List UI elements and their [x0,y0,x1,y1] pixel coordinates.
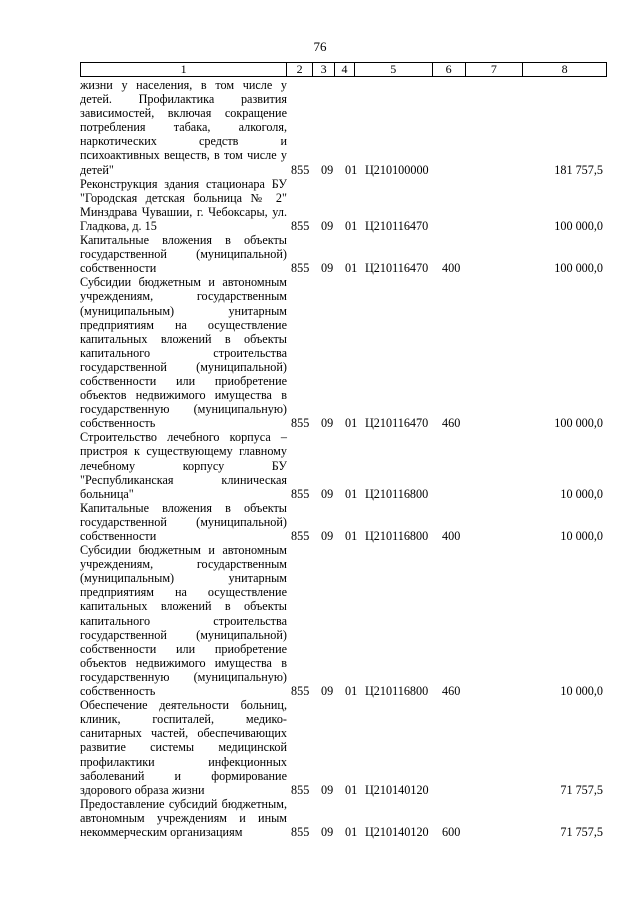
row-codes [291,529,607,543]
code-target-article: Ц210116800 [365,529,429,543]
code-expense-type: 460 [442,684,461,699]
row-codes [291,487,607,501]
header-col-4: 4 [335,63,355,76]
row-codes [291,684,607,698]
row-description: Субсидии бюджетным и автономным учреждениям, государственным (муниципальным) унитарным предприятиям на осуществление капитальных вложений в объекты капитального строительства государственной (муниципальной) собственности или приобретение объектов недвижимого имущества в государственную (муниципальную) собственность [80,543,287,699]
code-target-article: Ц210116470 [365,416,429,431]
code-grbs: 855 [291,261,310,276]
row-amount: 71 757,5 [560,824,603,839]
row-description: Строительство лечебного корпуса – пристроя к существующему главному лечебному корпусу БУ "Республиканская клиническая больница" [80,430,287,501]
code-section: 09 [321,162,334,177]
code-subsection: 01 [345,162,358,177]
table-body [80,78,607,839]
code-subsection: 01 [345,529,358,543]
code-grbs: 855 [291,218,310,233]
code-grbs: 855 [291,416,310,431]
row-codes [291,783,607,797]
row-codes [291,825,607,839]
code-section: 09 [321,529,334,543]
code-section: 09 [321,782,334,797]
row-description: Капитальные вложения в объекты государственной (муниципальной) собственности [80,233,287,276]
code-subsection: 01 [345,218,358,233]
code-grbs: 855 [291,824,310,839]
code-expense-type: 400 [442,529,461,543]
code-target-article: Ц210140120 [365,782,429,797]
code-subsection: 01 [345,261,358,276]
row-amount: 181 757,5 [554,162,603,177]
code-grbs: 855 [291,684,310,699]
code-target-article: Ц210116470 [365,218,429,233]
page-number: 76 [313,39,327,54]
code-grbs: 855 [291,782,310,797]
row-amount: 100 000,0 [554,416,603,431]
row-amount: 10 000,0 [560,486,603,501]
code-subsection: 01 [345,486,358,501]
row-amount: 71 757,5 [560,782,603,797]
code-section: 09 [321,218,334,233]
code-subsection: 01 [345,684,358,699]
header-col-2: 2 [287,63,313,76]
code-subsection: 01 [345,416,358,431]
header-col-7: 7 [466,63,524,76]
code-expense-type: 600 [442,824,461,839]
code-section: 09 [321,486,334,501]
code-grbs: 855 [291,162,310,177]
table-row [80,233,607,275]
code-subsection: 01 [345,782,358,797]
row-amount: 100 000,0 [554,261,603,276]
row-codes [291,416,607,430]
row-description: Обеспечение деятельности больниц, клиник, госпиталей, медико-санитарных частей, обеспечивающих развитие системы медицинской профилактики инфекционных заболеваний и формирование здорового образа жизни [80,698,287,797]
header-col-3: 3 [313,63,335,76]
code-section: 09 [321,684,334,699]
code-subsection: 01 [345,824,358,839]
table-row [80,275,607,430]
row-description: Предоставление субсидий бюджетным, автономным учреждениям и иным некоммерческим организациям [80,796,287,839]
code-section: 09 [321,416,334,431]
row-description: жизни у населения, в том числе у детей. Профилактика развития зависимостей, включая сокращение потребления табака, алкоголя, наркотических средств и психоактивных веществ, в том числе у детей" [80,78,287,177]
code-grbs: 855 [291,529,310,543]
code-target-article: Ц210140120 [365,824,429,839]
row-description: Субсидии бюджетным и автономным учреждениям, государственным (муниципальным) унитарным предприятиям на осуществление капитальных вложений в объекты капитального строительства государственной (муниципальной) собственности или приобретение объектов недвижимого имущества в государственную (муниципальную) собственность [80,275,287,431]
row-amount: 100 000,0 [554,218,603,233]
row-codes [291,261,607,275]
header-col-6: 6 [433,63,466,76]
row-amount: 10 000,0 [560,529,603,543]
code-expense-type: 400 [442,261,461,276]
header-col-1: 1 [81,63,287,76]
header-col-5: 5 [355,63,433,76]
code-expense-type: 460 [442,416,461,431]
code-target-article: Ц210100000 [365,162,429,177]
row-codes [291,219,607,233]
table-row [80,797,607,839]
table-row [80,543,607,698]
table-row [80,430,607,500]
table-row [80,501,607,543]
code-target-article: Ц210116470 [365,261,429,276]
table-row [80,78,607,177]
header-col-8: 8 [561,62,568,76]
code-section: 09 [321,824,334,839]
code-section: 09 [321,261,334,276]
row-description: Реконструкция здания стационара БУ "Городская детская больница № 2" Минздрава Чувашии, г. Чебоксары, ул. Гладкова, д. 15 [80,176,287,233]
table-row [80,698,607,797]
row-description: Капитальные вложения в объекты государственной (муниципальной) собственности [80,500,287,543]
table-header [80,62,607,77]
row-codes [291,163,607,177]
code-grbs: 855 [291,486,310,501]
table-row [80,177,607,233]
code-target-article: Ц210116800 [365,684,429,699]
code-target-article: Ц210116800 [365,486,429,501]
row-amount: 10 000,0 [560,684,603,699]
